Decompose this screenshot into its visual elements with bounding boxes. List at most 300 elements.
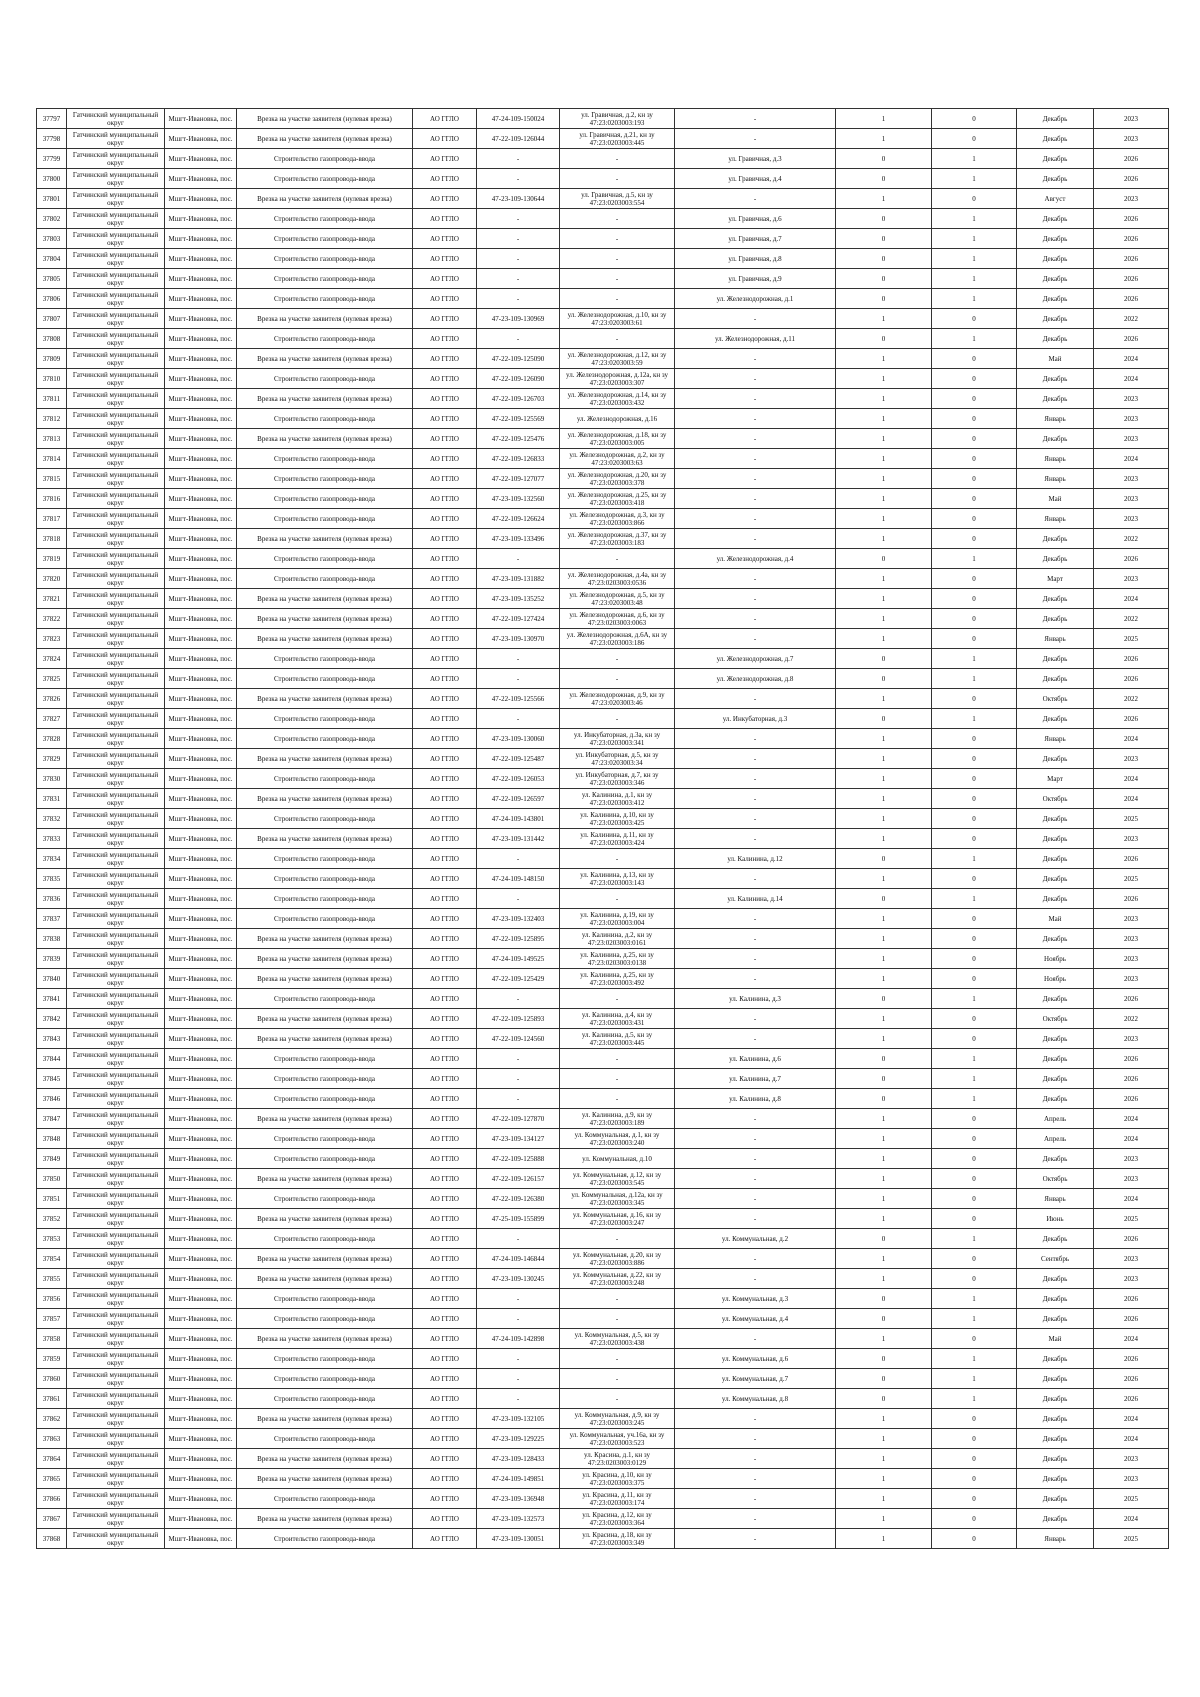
cell-count-a: 0 xyxy=(836,1229,932,1249)
cell-municipality: Гатчинский муниципальный округ xyxy=(67,1269,165,1289)
cell-planned-address: - xyxy=(675,869,836,889)
cell-work-type: Строительство газопровода-ввода xyxy=(237,569,413,589)
table-row xyxy=(37,329,1169,349)
cell-count-a: 1 xyxy=(836,969,932,989)
cell-count-b: 1 xyxy=(932,549,1017,569)
cell-application-number: 47-24-109-146844 xyxy=(477,1249,560,1269)
cell-settlement: Мшгт-Ивановка, пос. xyxy=(165,1329,237,1349)
cell-organization: АО ГГЛО xyxy=(413,489,477,509)
cell-planned-address: ул. Калинина, д.12 xyxy=(675,849,836,869)
cell-count-a: 1 xyxy=(836,629,932,649)
cell-cadastral-address: - xyxy=(560,149,675,169)
cell-count-b: 0 xyxy=(932,1469,1017,1489)
cell-month: Декабрь xyxy=(1017,169,1094,189)
cell-count-a: 1 xyxy=(836,1169,932,1189)
cell-cadastral-address: ул. Гравичная, д.5, кн зу 47:23:0203003:554 xyxy=(560,189,675,209)
cell-municipality: Гатчинский муниципальный округ xyxy=(67,1149,165,1169)
cell-planned-address: - xyxy=(675,1269,836,1289)
cell-planned-address: ул. Калинина, д.6 xyxy=(675,1049,836,1069)
cell-count-b: 0 xyxy=(932,969,1017,989)
cell-year: 2025 xyxy=(1094,629,1169,649)
cell-month: Декабрь xyxy=(1017,329,1094,349)
cell-month: Октябрь xyxy=(1017,1009,1094,1029)
cell-work-type: Строительство газопровода-ввода xyxy=(237,1349,413,1369)
cell-organization: АО ГГЛО xyxy=(413,1249,477,1269)
cell-municipality: Гатчинский муниципальный округ xyxy=(67,1289,165,1309)
cell-count-a: 1 xyxy=(836,1469,932,1489)
cell-month: Декабрь xyxy=(1017,749,1094,769)
cell-application-number: - xyxy=(477,889,560,909)
cell-count-a: 1 xyxy=(836,1329,932,1349)
cell-work-type: Строительство газопровода-ввода xyxy=(237,649,413,669)
cell-count-a: 1 xyxy=(836,1249,932,1269)
cell-month: Декабрь xyxy=(1017,1469,1094,1489)
cell-organization: АО ГГЛО xyxy=(413,1189,477,1209)
cell-year: 2026 xyxy=(1094,249,1169,269)
cell-count-a: 1 xyxy=(836,1109,932,1129)
table-row xyxy=(37,1109,1169,1129)
cell-application-number: - xyxy=(477,269,560,289)
cell-cadastral-address: ул. Коммунальная, д.22, кн зу 47:23:0203003:248 xyxy=(560,1269,675,1289)
cell-municipality: Гатчинский муниципальный округ xyxy=(67,1169,165,1189)
table-row xyxy=(37,989,1169,1009)
cell-year: 2024 xyxy=(1094,589,1169,609)
cell-application-number: - xyxy=(477,709,560,729)
cell-month: Декабрь xyxy=(1017,649,1094,669)
cell-year: 2026 xyxy=(1094,229,1169,249)
cell-work-type: Строительство газопровода-ввода xyxy=(237,1049,413,1069)
cell-cadastral-address: - xyxy=(560,209,675,229)
cell-settlement: Мшгт-Ивановка, пос. xyxy=(165,929,237,949)
cell-row-number: 37851 xyxy=(37,1189,67,1209)
cell-municipality: Гатчинский муниципальный округ xyxy=(67,1469,165,1489)
cell-municipality: Гатчинский муниципальный округ xyxy=(67,1229,165,1249)
cell-organization: АО ГГЛО xyxy=(413,1289,477,1309)
cell-organization: АО ГГЛО xyxy=(413,329,477,349)
cell-work-type: Строительство газопровода-ввода xyxy=(237,729,413,749)
cell-count-a: 0 xyxy=(836,1089,932,1109)
cell-row-number: 37803 xyxy=(37,229,67,249)
cell-settlement: Мшгт-Ивановка, пос. xyxy=(165,849,237,869)
cell-application-number: 47-25-109-155899 xyxy=(477,1209,560,1229)
cell-settlement: Мшгт-Ивановка, пос. xyxy=(165,389,237,409)
cell-month: Декабрь xyxy=(1017,309,1094,329)
cell-month: Декабрь xyxy=(1017,109,1094,129)
cell-organization: АО ГГЛО xyxy=(413,689,477,709)
cell-municipality: Гатчинский муниципальный округ xyxy=(67,929,165,949)
cell-count-a: 0 xyxy=(836,1309,932,1329)
cell-row-number: 37832 xyxy=(37,809,67,829)
cell-organization: АО ГГЛО xyxy=(413,1429,477,1449)
cell-row-number: 37826 xyxy=(37,689,67,709)
cell-month: Декабрь xyxy=(1017,229,1094,249)
cell-application-number: 47-24-109-142898 xyxy=(477,1329,560,1349)
cell-planned-address: - xyxy=(675,529,836,549)
table-row xyxy=(37,529,1169,549)
cell-municipality: Гатчинский муниципальный округ xyxy=(67,1109,165,1129)
table-row xyxy=(37,889,1169,909)
cell-planned-address: - xyxy=(675,589,836,609)
cell-municipality: Гатчинский муниципальный округ xyxy=(67,1449,165,1469)
cell-year: 2023 xyxy=(1094,189,1169,209)
table-row xyxy=(37,109,1169,129)
cell-application-number: 47-23-109-132560 xyxy=(477,489,560,509)
cell-application-number: - xyxy=(477,1089,560,1109)
cell-organization: АО ГГЛО xyxy=(413,1069,477,1089)
cell-application-number: 47-22-109-125566 xyxy=(477,689,560,709)
cell-application-number: 47-23-109-132573 xyxy=(477,1509,560,1529)
cell-organization: АО ГГЛО xyxy=(413,749,477,769)
cell-planned-address: - xyxy=(675,449,836,469)
cell-month: Март xyxy=(1017,769,1094,789)
table-row xyxy=(37,729,1169,749)
cell-settlement: Мшгт-Ивановка, пос. xyxy=(165,309,237,329)
cell-count-a: 1 xyxy=(836,1409,932,1429)
table-row xyxy=(37,1209,1169,1229)
cell-row-number: 37841 xyxy=(37,989,67,1009)
cell-count-a: 1 xyxy=(836,1509,932,1529)
cell-cadastral-address: ул. Железнодорожная, д.2, кн зу 47:23:0203003:63 xyxy=(560,449,675,469)
cell-count-b: 0 xyxy=(932,629,1017,649)
cell-count-b: 0 xyxy=(932,689,1017,709)
cell-month: Декабрь xyxy=(1017,1349,1094,1369)
cell-count-b: 1 xyxy=(932,289,1017,309)
cell-work-type: Врезка на участке заявителя (нулевая врезка) xyxy=(237,1249,413,1269)
cell-count-a: 0 xyxy=(836,269,932,289)
cell-settlement: Мшгт-Ивановка, пос. xyxy=(165,589,237,609)
cell-cadastral-address: - xyxy=(560,269,675,289)
cell-count-a: 1 xyxy=(836,409,932,429)
table-row xyxy=(37,169,1169,189)
cell-year: 2023 xyxy=(1094,929,1169,949)
cell-year: 2023 xyxy=(1094,389,1169,409)
cell-cadastral-address: ул. Железнодорожная, д.10, кн зу 47:23:0203003:61 xyxy=(560,309,675,329)
cell-count-a: 1 xyxy=(836,109,932,129)
cell-organization: АО ГГЛО xyxy=(413,729,477,749)
cell-row-number: 37846 xyxy=(37,1089,67,1109)
cell-organization: АО ГГЛО xyxy=(413,949,477,969)
cell-application-number: 47-22-109-126833 xyxy=(477,449,560,469)
table-row xyxy=(37,249,1169,269)
cell-row-number: 37866 xyxy=(37,1489,67,1509)
cell-row-number: 37802 xyxy=(37,209,67,229)
cell-work-type: Строительство газопровода-ввода xyxy=(237,249,413,269)
cell-planned-address: - xyxy=(675,129,836,149)
cell-application-number: - xyxy=(477,229,560,249)
cell-year: 2023 xyxy=(1094,1249,1169,1269)
cell-year: 2026 xyxy=(1094,709,1169,729)
cell-settlement: Мшгт-Ивановка, пос. xyxy=(165,1529,237,1549)
cell-planned-address: - xyxy=(675,949,836,969)
cell-organization: АО ГГЛО xyxy=(413,1389,477,1409)
cell-year: 2026 xyxy=(1094,149,1169,169)
cell-settlement: Мшгт-Ивановка, пос. xyxy=(165,1169,237,1189)
cell-cadastral-address: ул. Гравичная, д.21, кн зу 47:23:0203003:445 xyxy=(560,129,675,149)
cell-count-a: 0 xyxy=(836,329,932,349)
cell-count-b: 1 xyxy=(932,169,1017,189)
cell-year: 2023 xyxy=(1094,969,1169,989)
cell-row-number: 37853 xyxy=(37,1229,67,1249)
cell-count-b: 0 xyxy=(932,1169,1017,1189)
cell-municipality: Гатчинский муниципальный округ xyxy=(67,169,165,189)
cell-year: 2026 xyxy=(1094,209,1169,229)
cell-settlement: Мшгт-Ивановка, пос. xyxy=(165,1209,237,1229)
cell-planned-address: - xyxy=(675,1249,836,1269)
cell-month: Январь xyxy=(1017,449,1094,469)
cell-organization: АО ГГЛО xyxy=(413,649,477,669)
cell-cadastral-address: ул. Железнодорожная, д.20, кн зу 47:23:0203003:378 xyxy=(560,469,675,489)
cell-planned-address: - xyxy=(675,689,836,709)
cell-work-type: Врезка на участке заявителя (нулевая врезка) xyxy=(237,1029,413,1049)
cell-row-number: 37805 xyxy=(37,269,67,289)
cell-year: 2025 xyxy=(1094,1529,1169,1549)
cell-work-type: Врезка на участке заявителя (нулевая врезка) xyxy=(237,1509,413,1529)
cell-work-type: Строительство газопровода-ввода xyxy=(237,149,413,169)
cell-count-b: 1 xyxy=(932,249,1017,269)
cell-year: 2022 xyxy=(1094,1009,1169,1029)
cell-organization: АО ГГЛО xyxy=(413,229,477,249)
cell-planned-address: ул. Гравичная, д.8 xyxy=(675,249,836,269)
table-row xyxy=(37,1409,1169,1429)
cell-application-number: 47-22-109-126624 xyxy=(477,509,560,529)
cell-count-b: 0 xyxy=(932,1509,1017,1529)
cell-count-a: 1 xyxy=(836,949,932,969)
cell-planned-address: - xyxy=(675,1189,836,1209)
cell-cadastral-address: ул. Калинина, д.4, кн зу 47:23:0203003:431 xyxy=(560,1009,675,1029)
cell-work-type: Врезка на участке заявителя (нулевая врезка) xyxy=(237,589,413,609)
cell-year: 2023 xyxy=(1094,429,1169,449)
table-row xyxy=(37,309,1169,329)
cell-planned-address: - xyxy=(675,1009,836,1029)
cell-row-number: 37842 xyxy=(37,1009,67,1029)
cell-organization: АО ГГЛО xyxy=(413,529,477,549)
cell-settlement: Мшгт-Ивановка, пос. xyxy=(165,1029,237,1049)
cell-row-number: 37836 xyxy=(37,889,67,909)
cell-cadastral-address: ул. Красина, д.12, кн зу 47:23:0203003:364 xyxy=(560,1509,675,1529)
cell-row-number: 37810 xyxy=(37,369,67,389)
table-row xyxy=(37,909,1169,929)
cell-cadastral-address: - xyxy=(560,169,675,189)
cell-count-a: 1 xyxy=(836,369,932,389)
cell-organization: АО ГГЛО xyxy=(413,909,477,929)
cell-month: Декабрь xyxy=(1017,609,1094,629)
cell-application-number: 47-22-109-126597 xyxy=(477,789,560,809)
cell-count-b: 1 xyxy=(932,209,1017,229)
cell-work-type: Строительство газопровода-ввода xyxy=(237,509,413,529)
cell-work-type: Врезка на участке заявителя (нулевая врезка) xyxy=(237,1269,413,1289)
table-row xyxy=(37,789,1169,809)
cell-organization: АО ГГЛО xyxy=(413,1229,477,1249)
cell-year: 2026 xyxy=(1094,849,1169,869)
cell-count-a: 0 xyxy=(836,249,932,269)
cell-month: Декабрь xyxy=(1017,869,1094,889)
cell-municipality: Гатчинский муниципальный округ xyxy=(67,1349,165,1369)
cell-month: Ноябрь xyxy=(1017,969,1094,989)
table-row xyxy=(37,1369,1169,1389)
cell-cadastral-address: ул. Железнодорожная, д.12а, кн зу 47:23:0203003:307 xyxy=(560,369,675,389)
cell-month: Декабрь xyxy=(1017,889,1094,909)
cell-month: Декабрь xyxy=(1017,389,1094,409)
cell-organization: АО ГГЛО xyxy=(413,569,477,589)
cell-row-number: 37848 xyxy=(37,1129,67,1149)
cell-cadastral-address: ул. Железнодорожная, д.16 xyxy=(560,409,675,429)
cell-cadastral-address: ул. Калинина, д.11, кн зу 47:23:0203003:424 xyxy=(560,829,675,849)
cell-application-number: - xyxy=(477,669,560,689)
cell-year: 2023 xyxy=(1094,829,1169,849)
cell-planned-address: ул. Коммунальная, д.6 xyxy=(675,1349,836,1369)
cell-count-b: 0 xyxy=(932,1429,1017,1449)
table-row xyxy=(37,1289,1169,1309)
cell-work-type: Врезка на участке заявителя (нулевая врезка) xyxy=(237,949,413,969)
cell-count-b: 1 xyxy=(932,989,1017,1009)
cell-cadastral-address: ул. Красина, д.1, кн зу 47:23:0203003:0129 xyxy=(560,1449,675,1469)
cell-planned-address: - xyxy=(675,389,836,409)
cell-work-type: Строительство газопровода-ввода xyxy=(237,849,413,869)
cell-municipality: Гатчинский муниципальный округ xyxy=(67,149,165,169)
cell-year: 2026 xyxy=(1094,1369,1169,1389)
cell-work-type: Строительство газопровода-ввода xyxy=(237,1149,413,1169)
cell-planned-address: ул. Железнодорожная, д.4 xyxy=(675,549,836,569)
cell-planned-address: ул. Коммунальная, д.2 xyxy=(675,1229,836,1249)
cell-row-number: 37868 xyxy=(37,1529,67,1549)
cell-municipality: Гатчинский муниципальный округ xyxy=(67,329,165,349)
cell-count-a: 1 xyxy=(836,429,932,449)
cell-municipality: Гатчинский муниципальный округ xyxy=(67,629,165,649)
cell-row-number: 37850 xyxy=(37,1169,67,1189)
cell-count-a: 1 xyxy=(836,769,932,789)
cell-month: Декабрь xyxy=(1017,1489,1094,1509)
table-row xyxy=(37,969,1169,989)
cell-planned-address: ул. Железнодорожная, д.11 xyxy=(675,329,836,349)
cell-year: 2026 xyxy=(1094,1089,1169,1109)
cell-organization: АО ГГЛО xyxy=(413,969,477,989)
cell-application-number: 47-24-109-143801 xyxy=(477,809,560,829)
cell-planned-address: - xyxy=(675,1449,836,1469)
cell-year: 2022 xyxy=(1094,609,1169,629)
cell-month: Январь xyxy=(1017,509,1094,529)
cell-month: Октябрь xyxy=(1017,1169,1094,1189)
cell-settlement: Мшгт-Ивановка, пос. xyxy=(165,369,237,389)
cell-organization: АО ГГЛО xyxy=(413,109,477,129)
cell-count-a: 0 xyxy=(836,1069,932,1089)
cell-municipality: Гатчинский муниципальный округ xyxy=(67,469,165,489)
cell-settlement: Мшгт-Ивановка, пос. xyxy=(165,709,237,729)
cell-municipality: Гатчинский муниципальный округ xyxy=(67,1509,165,1529)
cell-cadastral-address: ул. Железнодорожная, д.18, кн зу 47:23:0203003:005 xyxy=(560,429,675,449)
cell-organization: АО ГГЛО xyxy=(413,669,477,689)
cell-application-number: - xyxy=(477,329,560,349)
cell-application-number: 47-24-109-149851 xyxy=(477,1469,560,1489)
cell-cadastral-address: - xyxy=(560,649,675,669)
cell-cadastral-address: ул. Коммунальная, д.16, кн зу 47:23:0203003:247 xyxy=(560,1209,675,1229)
table-row xyxy=(37,1009,1169,1029)
cell-cadastral-address: - xyxy=(560,849,675,869)
cell-year: 2026 xyxy=(1094,289,1169,309)
cell-organization: АО ГГЛО xyxy=(413,449,477,469)
cell-settlement: Мшгт-Ивановка, пос. xyxy=(165,629,237,649)
cell-planned-address: ул. Коммунальная, д.8 xyxy=(675,1389,836,1409)
cell-month: Январь xyxy=(1017,1189,1094,1209)
cell-settlement: Мшгт-Ивановка, пос. xyxy=(165,869,237,889)
cell-cadastral-address: ул. Коммунальная, д.20, кн зу 47:23:0203003:886 xyxy=(560,1249,675,1269)
cell-settlement: Мшгт-Ивановка, пос. xyxy=(165,229,237,249)
cell-settlement: Мшгт-Ивановка, пос. xyxy=(165,749,237,769)
cell-row-number: 37833 xyxy=(37,829,67,849)
cell-planned-address: - xyxy=(675,789,836,809)
cell-organization: АО ГГЛО xyxy=(413,409,477,429)
cell-planned-address: ул. Коммунальная, д.7 xyxy=(675,1369,836,1389)
cell-count-a: 0 xyxy=(836,1389,932,1409)
cell-municipality: Гатчинский муниципальный округ xyxy=(67,709,165,729)
cell-count-b: 0 xyxy=(932,1329,1017,1349)
cell-municipality: Гатчинский муниципальный округ xyxy=(67,1049,165,1069)
cell-month: Декабрь xyxy=(1017,529,1094,549)
cell-month: Декабрь xyxy=(1017,1309,1094,1329)
cell-work-type: Строительство газопровода-ввода xyxy=(237,1309,413,1329)
cell-year: 2026 xyxy=(1094,989,1169,1009)
cell-year: 2026 xyxy=(1094,329,1169,349)
cell-cadastral-address: ул. Калинина, д.25, кн зу 47:23:0203003:492 xyxy=(560,969,675,989)
cell-month: Ноябрь xyxy=(1017,949,1094,969)
cell-application-number: 47-23-109-130051 xyxy=(477,1529,560,1549)
cell-row-number: 37816 xyxy=(37,489,67,509)
cell-year: 2026 xyxy=(1094,1229,1169,1249)
cell-work-type: Врезка на участке заявителя (нулевая врезка) xyxy=(237,629,413,649)
cell-municipality: Гатчинский муниципальный округ xyxy=(67,1429,165,1449)
cell-work-type: Строительство газопровода-ввода xyxy=(237,489,413,509)
cell-application-number: - xyxy=(477,1389,560,1409)
cell-application-number: 47-22-109-126090 xyxy=(477,369,560,389)
cell-municipality: Гатчинский муниципальный округ xyxy=(67,129,165,149)
cell-work-type: Врезка на участке заявителя (нулевая врезка) xyxy=(237,1469,413,1489)
cell-planned-address: ул. Железнодорожная, д.7 xyxy=(675,649,836,669)
cell-count-a: 1 xyxy=(836,749,932,769)
cell-count-a: 1 xyxy=(836,1009,932,1029)
cell-planned-address: - xyxy=(675,1489,836,1509)
cell-cadastral-address: ул. Коммунальная, уч.16а, кн зу 47:23:0203003:523 xyxy=(560,1429,675,1449)
cell-planned-address: - xyxy=(675,1149,836,1169)
cell-cadastral-address: ул. Калинина, д.13, кн зу 47:23:0203003:143 xyxy=(560,869,675,889)
table-row xyxy=(37,1129,1169,1149)
table-row xyxy=(37,1249,1169,1269)
cell-count-b: 0 xyxy=(932,869,1017,889)
cell-cadastral-address: - xyxy=(560,1229,675,1249)
table-row xyxy=(37,1529,1169,1549)
cell-organization: АО ГГЛО xyxy=(413,1089,477,1109)
cell-year: 2024 xyxy=(1094,1429,1169,1449)
cell-month: Декабрь xyxy=(1017,1509,1094,1529)
cell-planned-address: ул. Гравичная, д.9 xyxy=(675,269,836,289)
table-row xyxy=(37,1509,1169,1529)
cell-row-number: 37812 xyxy=(37,409,67,429)
table-row xyxy=(37,1309,1169,1329)
cell-year: 2023 xyxy=(1094,109,1169,129)
table-row xyxy=(37,1489,1169,1509)
cell-municipality: Гатчинский муниципальный округ xyxy=(67,509,165,529)
cell-count-b: 0 xyxy=(932,1189,1017,1209)
cell-application-number: 47-22-109-126157 xyxy=(477,1169,560,1189)
cell-row-number: 37852 xyxy=(37,1209,67,1229)
cell-planned-address: - xyxy=(675,809,836,829)
cell-work-type: Строительство газопровода-ввода xyxy=(237,869,413,889)
cell-count-b: 0 xyxy=(932,529,1017,549)
cell-planned-address: - xyxy=(675,909,836,929)
cell-month: Декабрь xyxy=(1017,989,1094,1009)
cell-municipality: Гатчинский муниципальный округ xyxy=(67,549,165,569)
cell-organization: АО ГГЛО xyxy=(413,1049,477,1069)
cell-settlement: Мшгт-Ивановка, пос. xyxy=(165,909,237,929)
cell-row-number: 37813 xyxy=(37,429,67,449)
